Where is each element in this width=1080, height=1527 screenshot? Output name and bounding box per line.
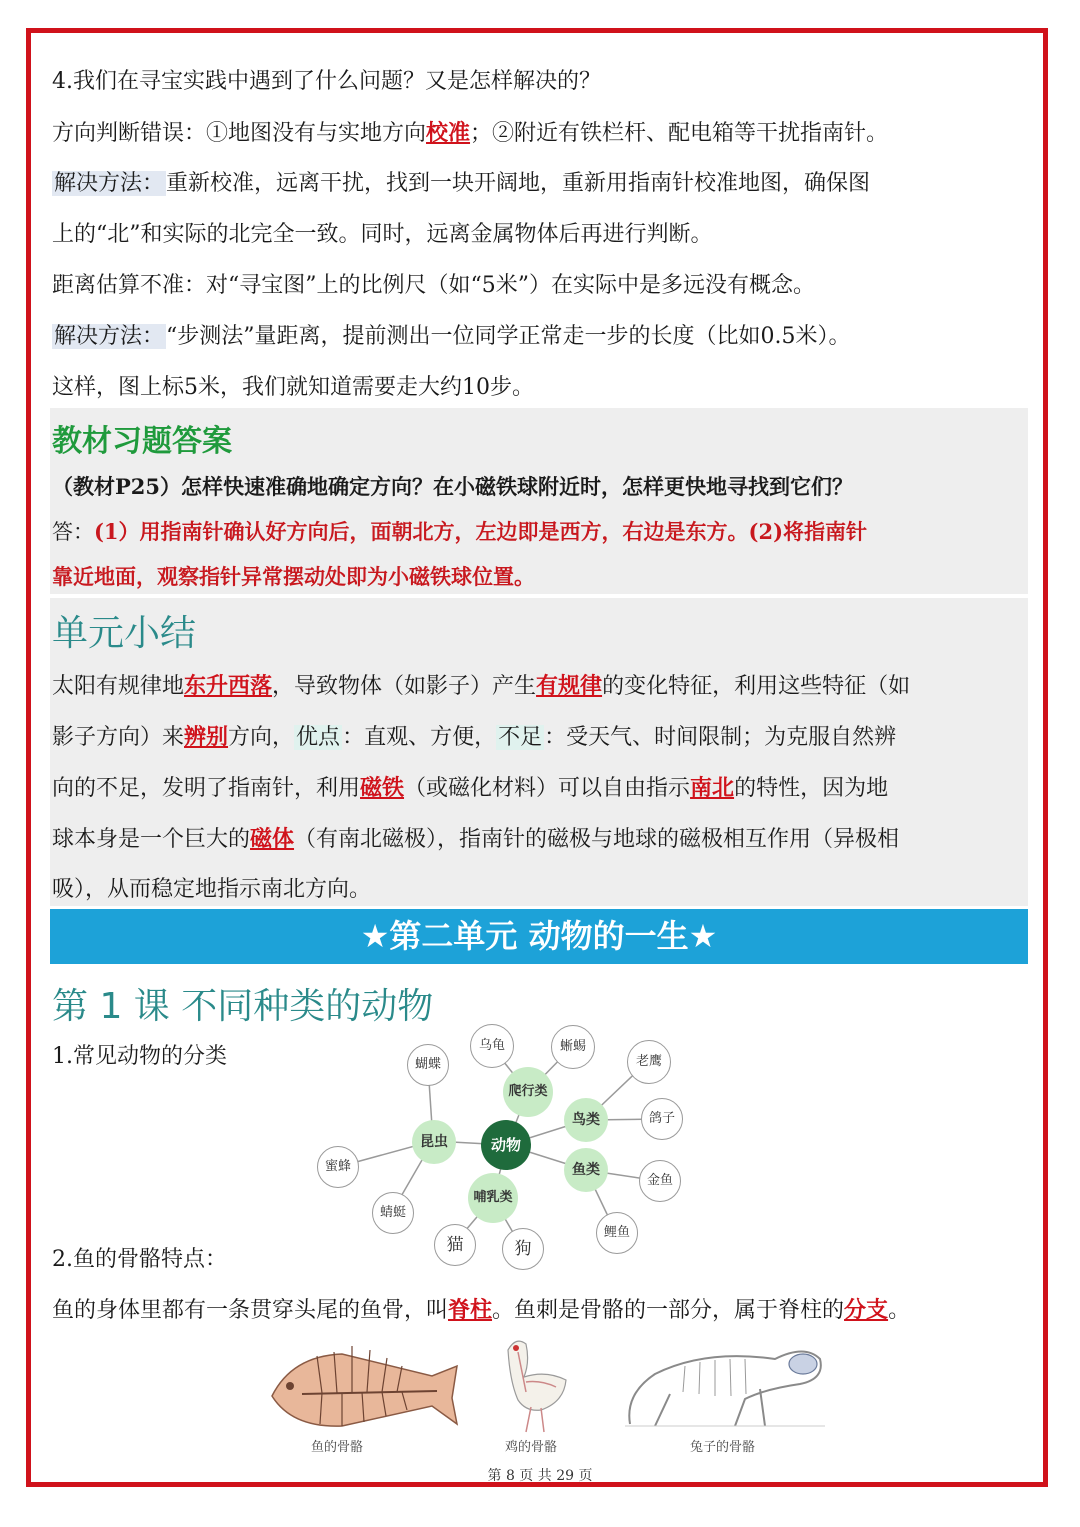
mindmap-node-insect: 昆虫 <box>412 1120 456 1164</box>
textbook-answer-line-b: 靠近地面，观察指针异常摆动处即为小磁铁球位置。 <box>52 564 535 589</box>
summary-line-2: 影子方向）来辨别方向，优点：直观、方便，不足：受天气、时间限制；为克服自然辨 <box>52 724 897 750</box>
mindmap-leaf-cat: 猫 <box>434 1224 476 1266</box>
solution-label: 解决方法： <box>54 324 165 349</box>
chicken-skeleton-caption: 鸡的骨骼 <box>505 1440 558 1455</box>
solution-2-line-a: 解决方法：“步测法”量距离，提前测出一位同学正常走一步的长度（比如0.5米）。 <box>54 324 851 349</box>
page-footer: 第 8 页 共 29 页 <box>487 1468 593 1484</box>
summary-line-5: 吸），从而稳定地指示南北方向。 <box>52 877 372 902</box>
summary-line-3: 向的不足，发明了指南针，利用磁铁（或磁化材料）可以自由指示南北的特性，因为地 <box>52 775 889 801</box>
solution-2-line-b: 这样，图上标5米，我们就知道需要走大约10步。 <box>52 375 534 400</box>
keyword-calibrate: 校准 <box>426 120 471 146</box>
lesson-title: 第 1 课 不同种类的动物 <box>52 986 434 1027</box>
mindmap-leaf-butterfly: 蝴蝶 <box>407 1044 449 1086</box>
mindmap-node-reptile: 爬行类 <box>503 1067 553 1117</box>
chicken-skeleton-illustration <box>486 1332 576 1440</box>
textbook-answer-title: 教材习题答案 <box>52 424 232 459</box>
solution-label: 解决方法： <box>54 171 165 196</box>
summary-line-4: 球本身是一个巨大的磁体（有南北磁极），指南针的磁极与地球的磁极相互作用（异极相 <box>52 826 900 852</box>
solution-1-line-a: 解决方法：重新校准，远离干扰，找到一块开阔地，重新用指南针校准地图，确保图 <box>54 171 871 196</box>
item-1-heading: 1.常见动物的分类 <box>52 1044 227 1069</box>
mindmap-leaf-goldfish: 金鱼 <box>639 1160 681 1202</box>
mindmap-leaf-eagle: 老鹰 <box>627 1040 671 1084</box>
rabbit-skeleton-caption: 兔子的骨骼 <box>690 1440 756 1455</box>
direction-error-line: 方向判断错误：①地图没有与实地方向校准；②附近有铁栏杆、配电箱等干扰指南针。 <box>52 120 889 146</box>
fish-skeleton-text: 鱼的身体里都有一条贯穿头尾的鱼骨，叫脊柱。鱼刺是骨骼的一部分，属于脊柱的分支。 <box>52 1297 911 1323</box>
rabbit-skeleton-illustration <box>615 1334 830 1434</box>
textbook-answer-line-a: 答：(1）用指南针确认好方向后，面朝北方，左边即是西方，右边是东方。(2)将指南针 <box>52 519 868 544</box>
mindmap-node-bird: 鸟类 <box>564 1098 608 1142</box>
mindmap-node-center: 动物 <box>481 1120 531 1170</box>
mindmap-leaf-turtle: 乌龟 <box>470 1024 514 1068</box>
fish-skeleton-illustration <box>262 1336 462 1436</box>
mindmap-leaf-dragonfly: 蜻蜓 <box>372 1192 414 1234</box>
mindmap-leaf-dog: 狗 <box>502 1228 544 1270</box>
mindmap-leaf-bee: 蜜蜂 <box>317 1146 359 1188</box>
item-2-heading: 2.鱼的骨骼特点： <box>52 1247 227 1272</box>
mindmap-leaf-carp: 鲤鱼 <box>596 1212 638 1254</box>
solution-1-line-b: 上的“北”和实际的北完全一致。同时，远离金属物体后再进行判断。 <box>52 222 713 247</box>
summary-line-1: 太阳有规律地东升西落，导致物体（如影子）产生有规律的变化特征，利用这些特征（如 <box>52 673 911 699</box>
distance-error-line: 距离估算不准：对“寻宝图”上的比例尺（如“5米”）在实际中是多远没有概念。 <box>52 273 815 298</box>
mindmap-leaf-lizard: 蜥蜴 <box>551 1025 595 1069</box>
mindmap-leaf-pigeon: 鸽子 <box>641 1098 683 1140</box>
textbook-question: （教材P25）怎样快速准确地确定方向？在小磁铁球附近时，怎样更快地寻找到它们？ <box>52 474 854 499</box>
summary-title: 单元小结 <box>52 613 197 654</box>
mindmap-node-fish: 鱼类 <box>564 1148 608 1192</box>
mindmap-node-mammal: 哺乳类 <box>468 1173 518 1223</box>
fish-skeleton-caption: 鱼的骨骼 <box>311 1440 364 1455</box>
question-4: 4.我们在寻宝实践中遇到了什么问题？又是怎样解决的？ <box>52 69 601 94</box>
unit-2-banner: ★第二单元 动物的一生★ <box>50 909 1028 964</box>
